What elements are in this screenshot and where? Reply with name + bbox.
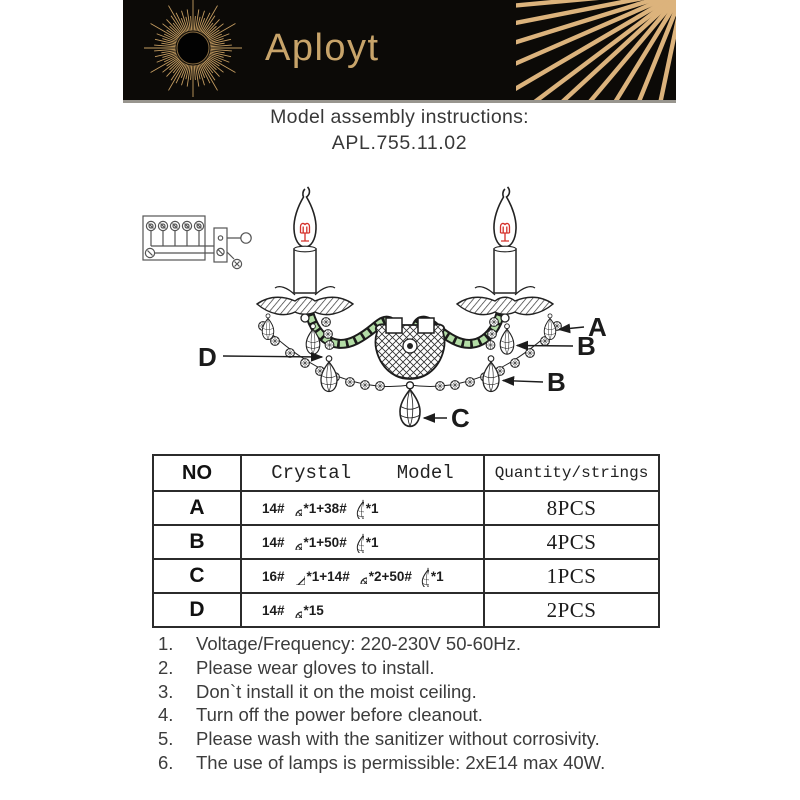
swag-bead [325, 341, 334, 350]
crystal-drop-c [400, 382, 420, 427]
spec-text: 14# [262, 500, 285, 516]
logo-center-circle [177, 32, 209, 64]
left-arm-socket [386, 318, 402, 333]
crystal-drop-left-outer [262, 314, 274, 340]
terminal-screws [146, 221, 203, 230]
part-letter: C [153, 559, 241, 593]
quantity-value: 1PCS [484, 559, 659, 593]
instruction-item [158, 751, 658, 775]
instruction-item [158, 632, 658, 656]
wiring-diagram [143, 216, 251, 269]
instruction-number: 2. [158, 656, 174, 678]
swag-bead [436, 382, 445, 391]
quantity-value: 2PCS [484, 593, 659, 627]
swag-bead [511, 359, 520, 368]
instruction-number: 1. [158, 633, 174, 654]
label-a: A [588, 312, 607, 342]
swag-bead [346, 378, 355, 387]
parts-table-body [153, 491, 659, 627]
swag-bead [490, 318, 499, 327]
instruction-number: 6. [158, 751, 174, 773]
spec-text: 16# [262, 568, 285, 584]
teardrop-icon [349, 497, 364, 519]
brand-name: Aployt [265, 26, 380, 69]
center-body [376, 318, 445, 379]
right-candle [457, 187, 553, 322]
spec-text: *15 [303, 602, 324, 618]
swag-bead [322, 318, 331, 327]
instruction-number: 4. [158, 704, 174, 726]
table-row [153, 491, 659, 525]
instruction-number: 5. [158, 728, 174, 750]
instruction-item [158, 680, 658, 704]
spec-text: *1 [430, 568, 444, 584]
bead-icon [352, 569, 367, 584]
swag-bead [361, 381, 370, 390]
crystal-drop-left-junction [321, 356, 337, 392]
instruction-item [158, 656, 658, 680]
bead-icon [287, 603, 302, 618]
bead-icon [287, 501, 302, 516]
right-arm-socket [418, 318, 434, 333]
instruction-text: Turn off the power before cleanout. [196, 704, 483, 726]
leader-b1 [517, 346, 573, 347]
instructions-list [158, 632, 658, 775]
table-row [153, 593, 659, 627]
part-letter: B [153, 525, 241, 559]
crystal-drop-b1 [500, 324, 514, 354]
sconce-diagram [130, 180, 620, 440]
swag-bead [324, 330, 333, 339]
swag-bead [488, 330, 497, 339]
table-header-row [153, 455, 659, 491]
swag-bead [376, 382, 385, 391]
page-title: Model assembly instructions: [270, 106, 529, 128]
crystal-model-spec [242, 531, 483, 553]
teardrop-icon [349, 531, 364, 553]
label-b1: B [577, 331, 596, 361]
swag-bead [486, 341, 495, 350]
instruction-item [158, 703, 658, 727]
crystal-drop-a [544, 314, 556, 340]
diamond-icon [287, 567, 305, 585]
teardrop-icon [414, 565, 429, 587]
instruction-item [158, 727, 658, 751]
title-block [123, 106, 676, 155]
crystal-model-spec [242, 497, 483, 519]
instruction-number: 3. [158, 680, 174, 702]
table-row [153, 559, 659, 593]
spec-text: *1+14# [306, 568, 350, 584]
bead-icon [287, 535, 302, 550]
quantity-value: 4PCS [484, 525, 659, 559]
spec-text: *1 [365, 534, 379, 550]
instruction-text: The use of lamps is permissible: 2xE14 max 40W. [196, 751, 606, 773]
swag-bead [526, 349, 535, 358]
parts-table [152, 454, 660, 628]
crystal-drop-b2 [483, 356, 499, 392]
swag-bead [466, 378, 475, 387]
model-number: APL.755.11.02 [331, 132, 468, 154]
part-letter: D [153, 593, 241, 627]
spec-text: *1+50# [303, 534, 347, 550]
spec-text: *1 [365, 500, 379, 516]
label-b2: B [547, 367, 566, 397]
instruction-text: Don`t install it on the moist ceiling. [196, 680, 477, 702]
swag-bead [451, 381, 460, 390]
left-candle [257, 187, 353, 322]
header-quantity: Quantity/strings [484, 455, 659, 491]
part-letter: A [153, 491, 241, 525]
label-c: C [451, 403, 470, 433]
leader-b2 [503, 381, 543, 383]
spec-text: 14# [262, 602, 285, 618]
leader-d [223, 356, 322, 357]
leader-a [559, 327, 584, 330]
crystal-model-spec [242, 603, 483, 618]
spec-text: *2+50# [368, 568, 412, 584]
spec-text: 14# [262, 534, 285, 550]
instruction-text: Please wash with the sanitizer without corrosivity. [196, 728, 600, 750]
swag-bead [301, 359, 310, 368]
instruction-text: Voltage/Frequency: 220-230V 50-60Hz. [196, 633, 521, 654]
spec-text: *1+38# [303, 500, 347, 516]
brand-banner [123, 0, 676, 103]
corner-rays-decoration [516, 0, 676, 100]
instruction-text: Please wear gloves to install. [196, 656, 435, 678]
crystal-model-spec [242, 565, 483, 587]
starburst-logo [131, 0, 255, 102]
table-row [153, 525, 659, 559]
header-crystal-model: Crystal Model [241, 455, 484, 491]
quantity-value: 8PCS [484, 491, 659, 525]
label-d: D [198, 342, 217, 372]
header-no: NO [153, 455, 241, 491]
